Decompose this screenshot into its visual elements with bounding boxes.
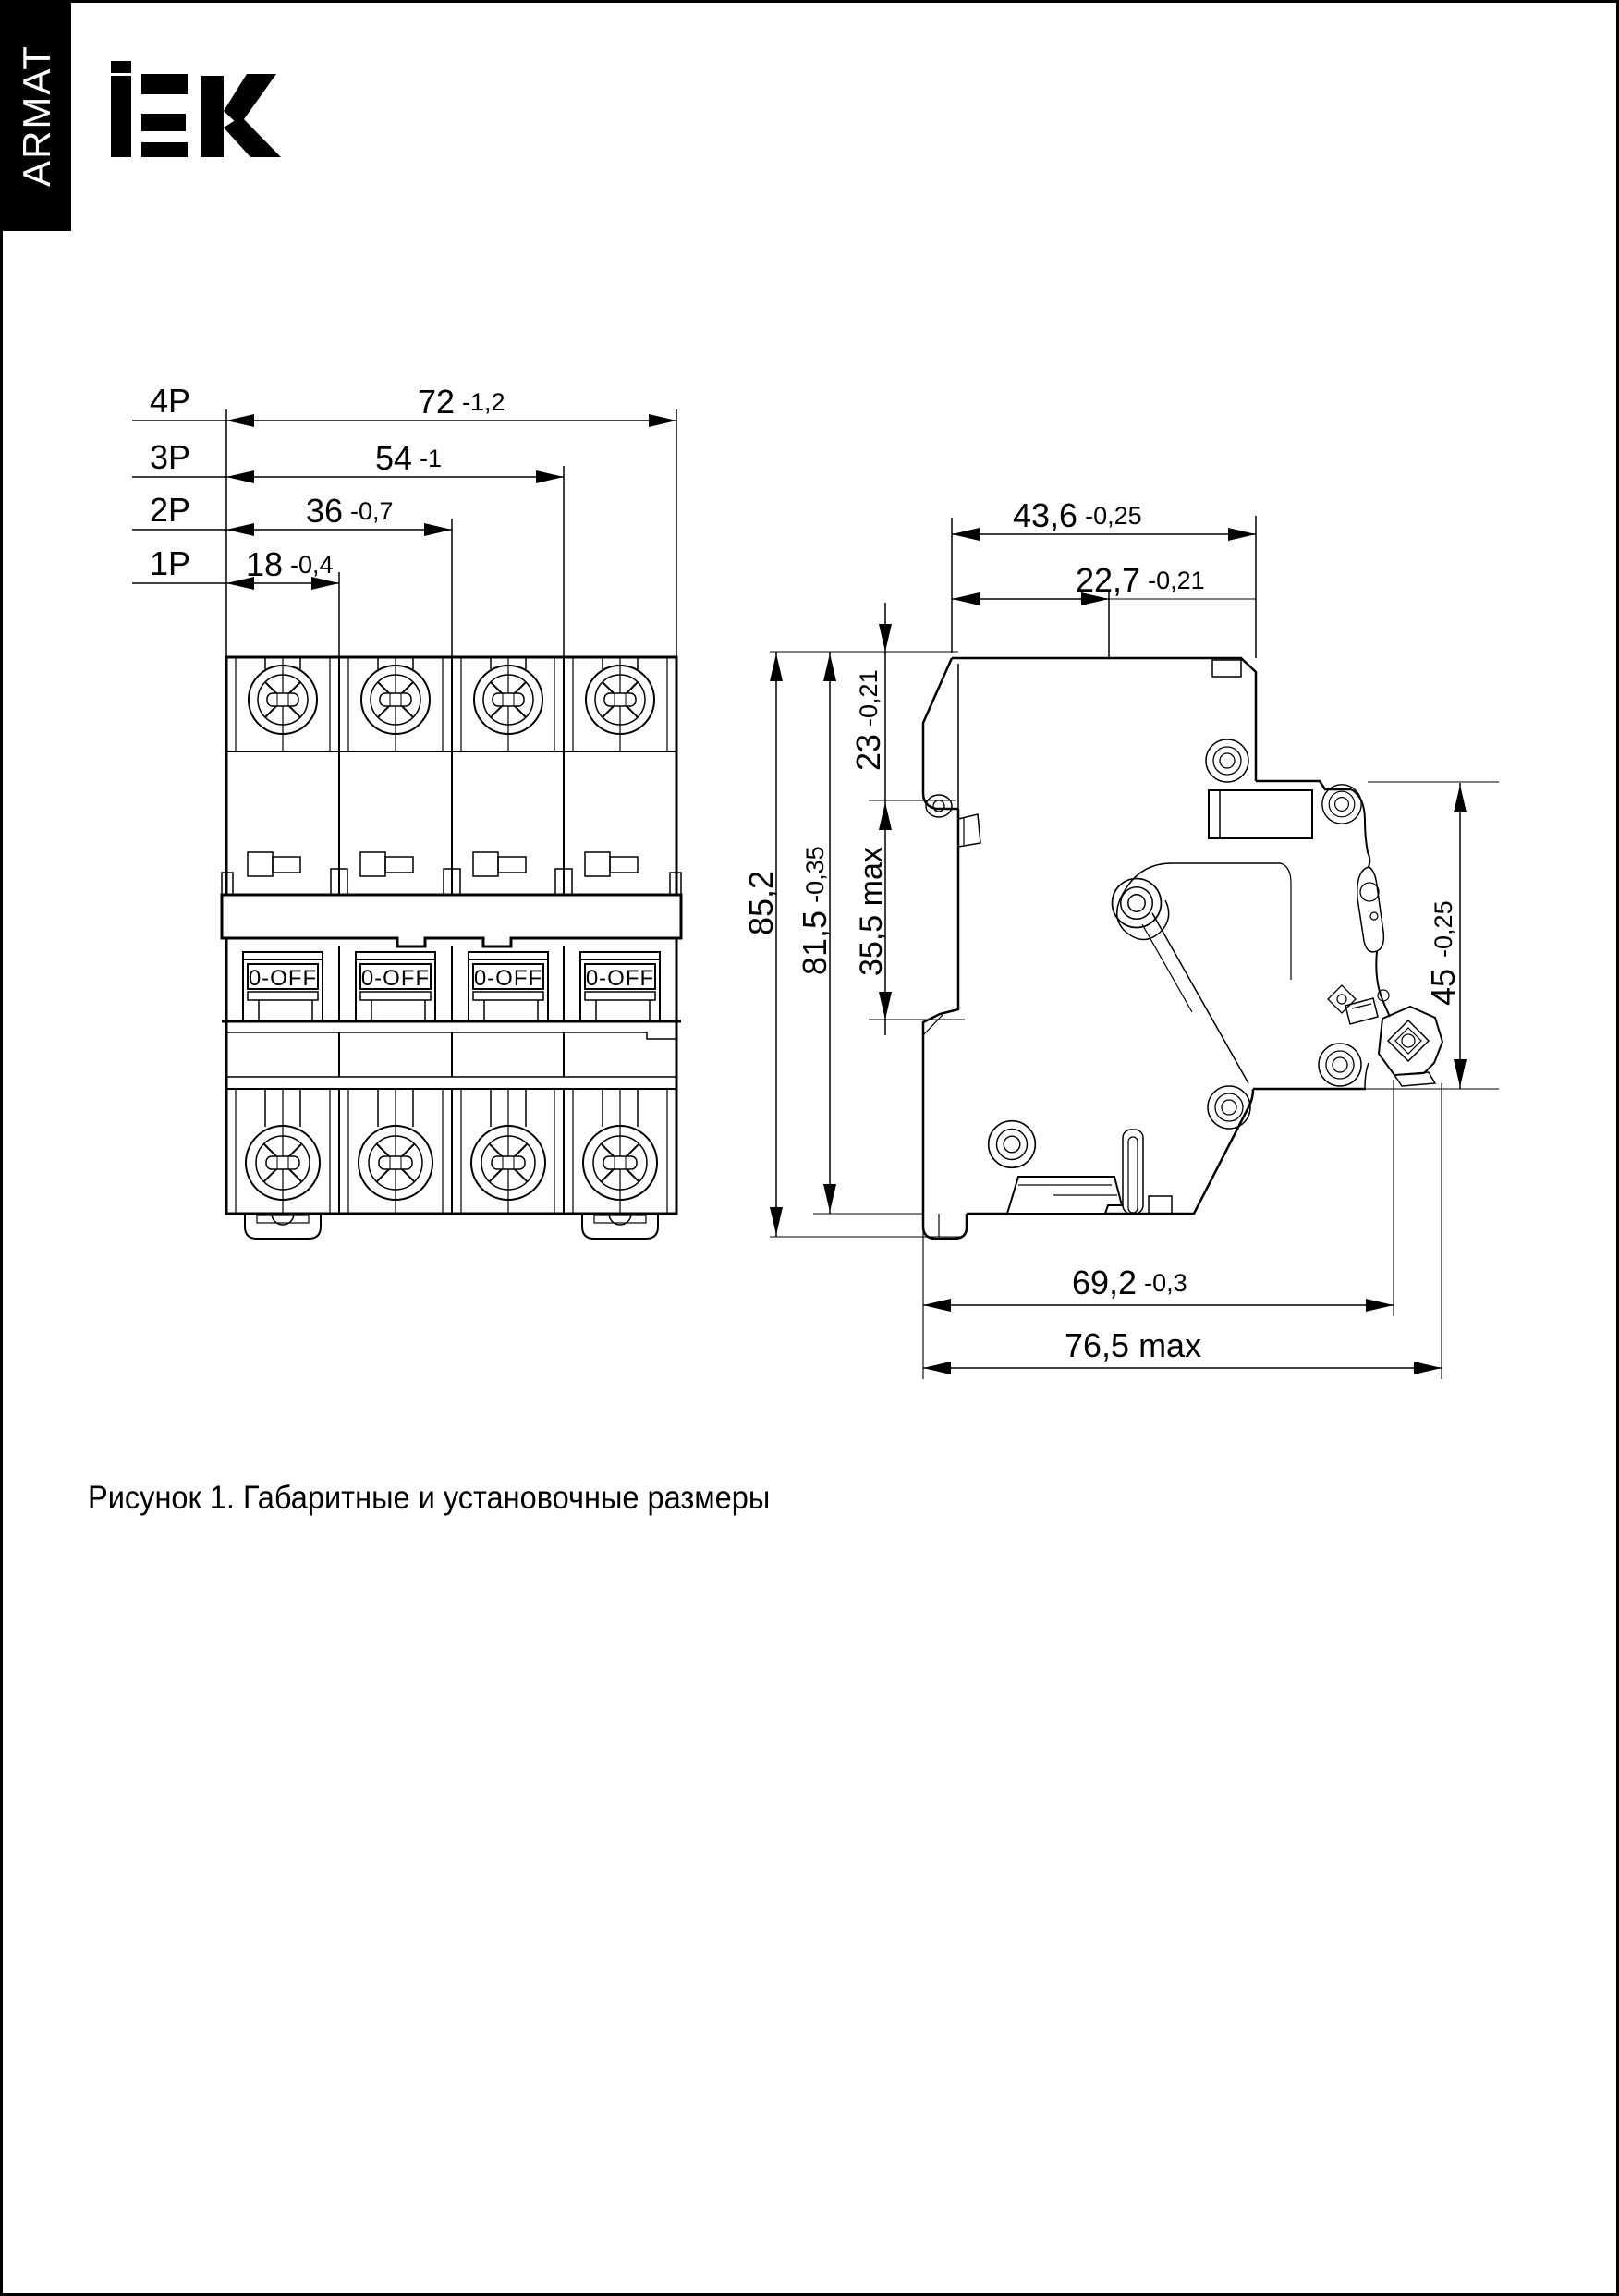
dim-max-depth: 76,5 max xyxy=(1065,1326,1202,1364)
dim-top-inner-width: 22,7 -0,21 xyxy=(1076,561,1205,599)
dim-top-width: 43,6 -0,25 xyxy=(1013,496,1142,534)
figure-caption: Рисунок 1. Габаритные и установочные размеры xyxy=(88,1480,771,1516)
side-view-dimensions xyxy=(742,496,1499,1379)
toggle-label-1: 0-OFF xyxy=(248,966,318,991)
side-view xyxy=(742,496,1499,1379)
toggle-label-3: 0-OFF xyxy=(473,966,543,991)
dim-depth: 69,2 -0,3 xyxy=(1072,1264,1187,1301)
toggle-label-2: 0-OFF xyxy=(360,966,431,991)
pole-label-2p: 2P xyxy=(150,491,191,529)
toggle-label-4: 0-OFF xyxy=(585,966,655,991)
dim-3p: 54 -1 xyxy=(375,439,443,477)
dim-total-height: 85,2 xyxy=(742,870,780,935)
pole-label-1p: 1P xyxy=(150,544,191,582)
armat-label: ARMAT xyxy=(14,44,58,187)
pole-label-3p: 3P xyxy=(150,438,191,476)
din-clip-right xyxy=(582,1214,658,1239)
pole-label-4p: 4P xyxy=(150,382,191,420)
front-view-dimensions xyxy=(132,382,676,657)
dim-1p: 18 -0,4 xyxy=(246,545,334,583)
dim-body-height: 81,5-0,35 xyxy=(796,846,834,975)
front-view-body xyxy=(222,657,681,1239)
din-clip-left xyxy=(245,1214,321,1239)
dim-handle-offset: 23-0,21 xyxy=(849,669,887,771)
dim-din-rail-height: 45-0,25 xyxy=(1424,900,1462,1006)
dim-2p: 36 -0,7 xyxy=(306,492,394,530)
dim-4p: 72 -1,2 xyxy=(418,383,505,421)
front-view xyxy=(132,382,681,1239)
side-view-body xyxy=(923,658,1442,1239)
dim-handle-zone: 35,5 max xyxy=(854,847,889,976)
